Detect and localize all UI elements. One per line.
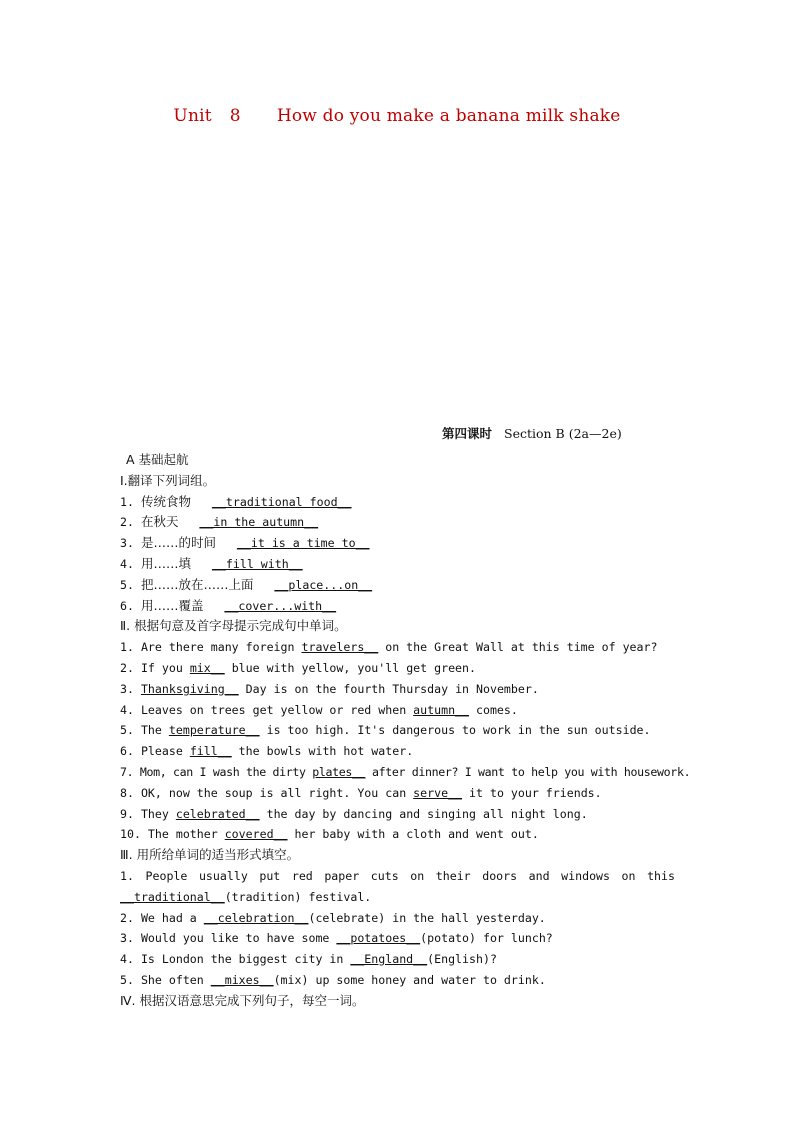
- list-item: 9. They celebrated__ the day by dancing and singing all night long.: [120, 806, 588, 821]
- list-item-continuation: __traditional__(tradition) festival.: [120, 889, 372, 904]
- worksheet-body: [120, 450, 691, 1012]
- answer-text: __fill with__: [211, 556, 303, 571]
- unit-title-text: How do you make a banana milk shake: [276, 106, 621, 126]
- list-item: 4. 用……填 __fill with__: [120, 555, 303, 571]
- answer-text: temperature__: [168, 723, 260, 738]
- answer-text: celebrated__: [175, 806, 260, 821]
- list-item: 6. Please fill__ the bowls with hot water.: [120, 744, 414, 759]
- answer-text: autumn__: [413, 702, 470, 717]
- lesson-section: Section B (2a—2e): [504, 426, 622, 441]
- list-item: 1. People usually put red paper cuts on their doors and windows on this: [120, 868, 675, 883]
- list-item: 2. If you mix__ blue with yellow, you'll get green.: [120, 660, 476, 675]
- list-item: 3. 是……的时间 __it is a time to__: [120, 535, 370, 551]
- answer-text: __traditional__: [120, 889, 225, 904]
- list-item: 3. Would you like to have some __potatoes__(potato) for lunch?: [120, 931, 553, 946]
- answer-text: __in the autumn__: [199, 515, 319, 530]
- answer-text: mix__: [189, 660, 225, 675]
- answer-text: __it is a time to__: [236, 536, 370, 551]
- answer-text: __England__: [350, 952, 428, 967]
- answer-text: covered__: [224, 827, 288, 842]
- list-item: 3. Thanksgiving__ Day is on the fourth Thursday in November.: [120, 681, 539, 696]
- answer-text: __celebration__: [203, 910, 309, 925]
- lesson-period: 第四课时: [442, 426, 493, 441]
- answer-text: __traditional food__: [211, 494, 352, 509]
- list-item: 5. 把……放在……上面 __place...on__: [120, 576, 373, 592]
- list-item: 1. Are there many foreign travelers__ on the Great Wall at this time of year?: [120, 640, 658, 655]
- list-item: 5. She often __mixes__(mix) up some honey and water to drink.: [120, 972, 546, 987]
- unit-label: Unit: [173, 106, 212, 126]
- answer-text: __cover...with__: [224, 598, 337, 613]
- answer-text: __mixes__: [210, 972, 274, 987]
- unit-number: 8: [229, 106, 241, 126]
- part1-heading: Ⅰ.翻译下列词组。: [120, 472, 216, 488]
- answer-text: Thanksgiving__: [140, 681, 239, 696]
- answer-text: plates__: [312, 764, 366, 779]
- section-a-heading: A 基础起航: [126, 452, 189, 467]
- list-item: 4. Is London the biggest city in __England__(English)?: [120, 952, 497, 967]
- answer-text: fill__: [189, 744, 232, 759]
- answer-text: __place...on__: [274, 577, 373, 592]
- list-item: 2. 在秋天 __in the autumn__: [120, 514, 319, 530]
- answer-text: travelers__: [301, 640, 379, 655]
- part2-heading: Ⅱ. 根据句意及首字母提示完成句中单词。: [120, 618, 347, 634]
- list-item: 2. We had a __celebration__(celebrate) in the hall yesterday.: [120, 910, 546, 925]
- list-item: 5. The temperature__ is too high. It's dangerous to work in the sun outside.: [120, 723, 651, 738]
- list-item: 10. The mother covered__ her baby with a cloth and went out.: [120, 827, 539, 842]
- lesson-header: [442, 424, 622, 442]
- list-item: 8. OK, now the soup is all right. You can serve__ it to your friends.: [120, 785, 602, 800]
- list-item: 6. 用……覆盖 __cover...with__: [120, 597, 337, 613]
- list-item: 1. 传统食物 __traditional food__: [120, 493, 352, 509]
- list-item: 7. Mom, can I wash the dirty plates__ after dinner? I want to help you with housework.: [120, 764, 691, 779]
- page-title: [0, 106, 794, 126]
- part3-heading: Ⅲ. 用所给单词的适当形式填空。: [120, 847, 300, 863]
- answer-text: __potatoes__: [336, 931, 421, 946]
- list-item: 4. Leaves on trees get yellow or red when autumn__ comes.: [120, 702, 518, 717]
- answer-text: serve__: [413, 785, 463, 800]
- part4-heading: Ⅳ. 根据汉语意思完成下列句子，每空一词。: [120, 992, 365, 1008]
